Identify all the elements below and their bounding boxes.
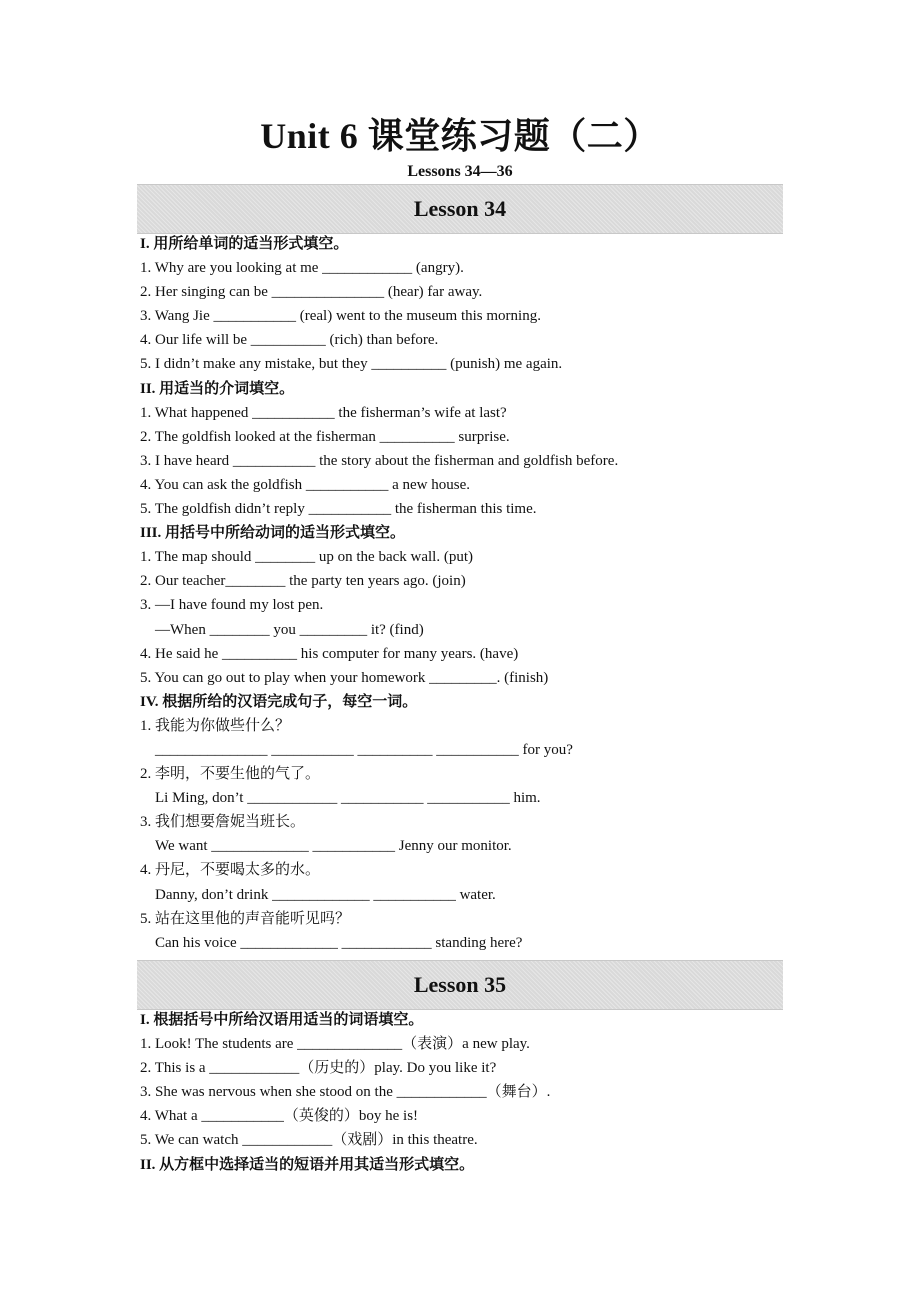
exercise-line: 2. This is a ____________（历史的）play. Do you like it? — [140, 1060, 497, 1077]
exercise-line: 1. Look! The students are ______________（表演）a new play. — [140, 1036, 530, 1053]
exercise-line: 2. Our teacher________ the party ten years ago. (join) — [140, 573, 466, 590]
exercise-line — [140, 232, 800, 256]
exercise-line: We want _____________ ___________ Jenny our monitor. — [155, 838, 512, 855]
exercise-line: 4. 丹尼，不要喝太多的水。 — [140, 862, 321, 879]
exercise-line: Can his voice _____________ ____________ standing here? — [155, 934, 523, 951]
section-heading: I. 根据括号中所给汉语用适当的词语填空。 — [140, 1012, 424, 1028]
lesson-35-header: Lesson 35 — [137, 960, 783, 1010]
exercise-line: 2. Her singing can be _______________ (hear) far away. — [140, 284, 483, 301]
exercise-line: 3. I have heard ___________ the story about the fisherman and goldfish before. — [140, 452, 619, 469]
exercise-line: 3. She was nervous when she stood on the ____________（舞台）. — [140, 1084, 551, 1101]
exercise-line: 1. The map should ________ up on the back wall. (put) — [140, 549, 474, 566]
exercise-line: 2. The goldfish looked at the fisherman __________ surprise. — [140, 428, 510, 445]
exercise-line: 5. The goldfish didn’t reply ___________ the fisherman this time. — [140, 501, 537, 518]
page-title: Unit 6 课堂练习题（二） — [260, 116, 660, 156]
exercise-line: 5. We can watch ____________（戏剧）in this theatre. — [140, 1132, 478, 1149]
exercise-line: _______________ ___________ __________ ___________ for you? — [155, 741, 573, 758]
exercise-line: —When ________ you _________ it? (find) — [155, 621, 424, 638]
section-heading: I. 用所给单词的适当形式填空。 — [140, 236, 349, 252]
exercise-line: 4. What a ___________（英俊的）boy he is! — [140, 1108, 419, 1125]
page-subtitle: Lessons 34—36 — [407, 163, 513, 180]
exercise-line: 5. You can go out to play when your homework _________. (finish) — [140, 669, 549, 686]
exercise-line: 1. What happened ___________ the fisherman’s wife at last? — [140, 404, 507, 421]
exercise-line: 1. 我能为你做些什么？ — [140, 717, 291, 734]
exercise-line: 3. 我们想要詹妮当班长。 — [140, 814, 306, 831]
lesson-35-content — [140, 1008, 800, 1177]
section-heading: IV. 根据所给的汉语完成句子，每空一词。 — [140, 693, 418, 710]
section-heading: III. 用括号中所给动词的适当形式填空。 — [140, 525, 406, 542]
exercise-line: 4. You can ask the goldfish ___________ a new house. — [140, 476, 470, 493]
exercise-line: 2. 李明，不要生他的气了。 — [140, 766, 321, 783]
exercise-line: Danny, don’t drink _____________ ___________ water. — [155, 886, 496, 903]
exercise-line: Li Ming, don’t ____________ ___________ ___________ him. — [155, 790, 541, 807]
exercise-line: 5. 站在这里他的声音能听见吗？ — [140, 910, 351, 927]
lesson-34-header: Lesson 34 — [137, 184, 783, 234]
lesson-34-content — [140, 232, 800, 955]
exercise-line: 3. —I have found my lost pen. — [140, 597, 324, 614]
exercise-line: 5. I didn’t make any mistake, but they __________ (punish) me again. — [140, 356, 563, 373]
section-heading: II. 从方框中选择适当的短语并用其适当形式填空。 — [140, 1156, 475, 1173]
exercise-line: 4. Our life will be __________ (rich) than before. — [140, 332, 439, 349]
exercise-line: 3. Wang Jie ___________ (real) went to the museum this morning. — [140, 308, 541, 325]
section-heading: II. 用适当的介词填空。 — [140, 380, 295, 397]
exercise-line: 4. He said he __________ his computer for many years. (have) — [140, 645, 519, 662]
exercise-line: 1. Why are you looking at me ____________ (angry). — [140, 260, 464, 277]
